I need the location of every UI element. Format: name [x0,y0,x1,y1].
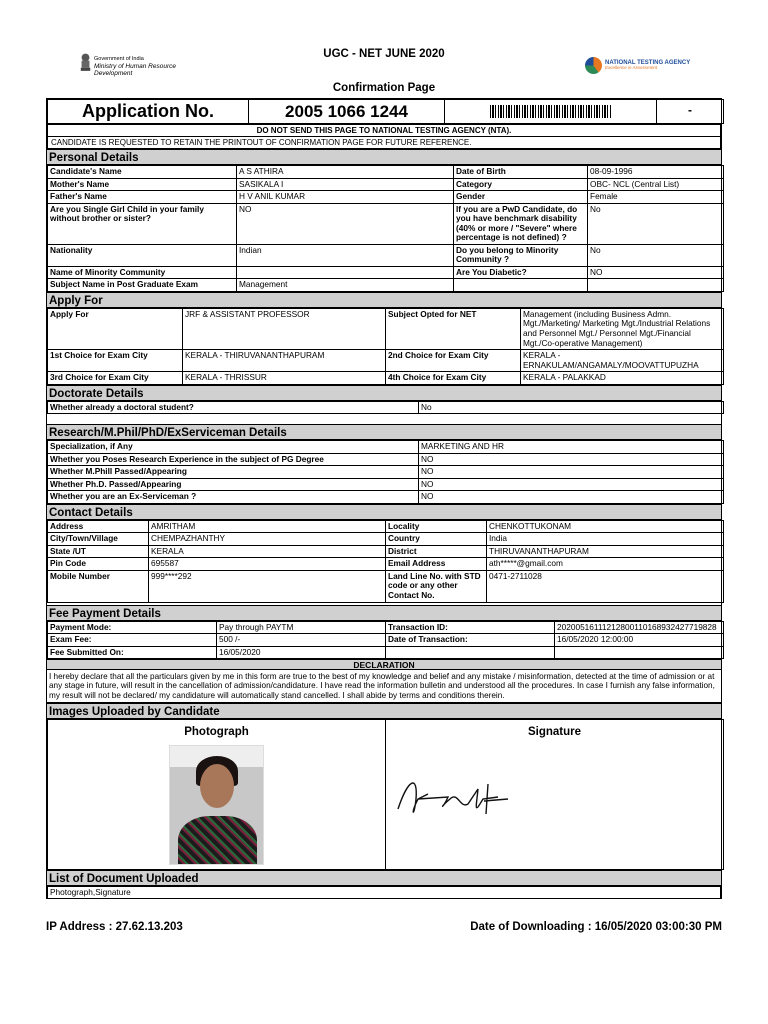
section-personal-details: Personal Details [47,149,721,165]
doctorate-value: No [419,401,724,414]
contact-row-label: Country [386,533,487,546]
section-fee-payment: Fee Payment Details [47,605,721,621]
fee-row-label: Date of Transaction: [386,634,555,647]
application-number: 2005 1066 1244 [249,100,445,124]
research-row-value: NO [419,478,724,491]
personal-row-value: No [588,244,724,266]
pg-subject-label: Subject Name in Post Graduate Exam [48,279,237,292]
confirmation-sheet [46,98,722,899]
personal-row-label: Are You Diabetic? [454,266,588,279]
section-research-details: Research/M.Phil/PhD/ExServiceman Details [47,424,721,440]
contact-row-label: Locality [386,520,487,533]
personal-details-table [47,165,724,292]
page-title: Confirmation Page [332,82,436,94]
research-row-label: Whether M.Phill Passed/Appearing [48,466,419,479]
fee-row-value: 500 /- [217,634,386,647]
personal-row-label: Father's Name [48,191,237,204]
fee-row-value: Pay through PAYTM [217,621,386,634]
contact-row [48,570,724,602]
contact-row-value: KERALA [149,545,386,558]
research-row-label: Specialization, if Any [48,441,419,454]
research-row [48,466,724,479]
contact-row-label: Email Address [386,558,487,571]
contact-row-value: ath*****@gmail.com [487,558,724,571]
personal-row-value [237,266,454,279]
personal-row-label: Date of Birth [454,166,588,179]
personal-row-value: OBC- NCL (Central List) [588,178,724,191]
footer [46,921,722,934]
documents-table [47,886,721,900]
personal-row [48,166,724,179]
fee-table [47,621,724,660]
personal-row-label: If you are a PwD Candidate, do you have benchmark disability (40% or more / "Severe" where percentage is not defined) ? [454,203,588,244]
research-row-label: Whether you Poses Research Experience in the subject of PG Degree [48,453,419,466]
personal-row-value: NO [588,266,724,279]
research-row-label: Whether you are an Ex-Serviceman ? [48,491,419,504]
section-apply-for: Apply For [47,292,721,308]
declaration-heading: DECLARATION [47,659,721,670]
fee-submitted-label: Fee Submitted On: [48,646,217,659]
fee-row [48,634,724,647]
exam-title: UGC - NET JUNE 2020 [323,48,445,60]
apply-row-label: 1st Choice for Exam City [48,350,183,372]
barcode-cell [445,100,657,124]
apply-row-value: JRF & ASSISTANT PROFESSOR [183,308,386,349]
gov-of-india-text: Government of India [94,56,144,62]
nta-tagline: Excellence in Assessment [605,65,658,71]
photo-cell [48,719,386,869]
apply-row-value: KERALA - THIRUVANANTHAPURAM [183,350,386,372]
doctorate-label: Whether already a doctoral student? [48,401,419,414]
barcode-icon [490,105,612,118]
declaration-text: I hereby declare that all the particulars given by me in this form are true to the best of my knowledge and belief and any mistake / misinformation, detected at the time of admission or at any stage in future, will result in the cancellation of admission/candidature. I have read the information bulletin and understood all the procedures. In case I furnish any false information, my result will not be declared/ my candidature will automatically stand cancelled. I shall abide by terms and conditions therein. [47,670,721,703]
section-doctorate-details: Doctorate Details [47,385,721,401]
fee-row-label: Exam Fee: [48,634,217,647]
personal-row [48,266,724,279]
ministry-name: Ministry of Human Resource Development [94,62,176,78]
contact-row-value: CHENKOTTUKONAM [487,520,724,533]
candidate-photo [169,745,264,865]
apply-row-label: 4th Choice for Exam City [386,372,521,385]
section-documents-uploaded: List of Document Uploaded [47,870,721,886]
apply-for-table [47,308,724,385]
personal-row [48,191,724,204]
apply-row-label: Subject Opted for NET [386,308,521,349]
contact-row-value: AMRITHAM [149,520,386,533]
apply-row-value: KERALA - PALAKKAD [521,372,724,385]
personal-row-value: NO [237,203,454,244]
contact-row-value: 0471-2711028 [487,570,724,602]
section-images-uploaded: Images Uploaded by Candidate [47,703,721,719]
personal-row-value: Female [588,191,724,204]
contact-table [47,520,724,603]
nta-name: NATIONAL TESTING AGENCY [605,59,691,66]
pg-subject-value: Management [237,279,454,292]
research-row [48,491,724,504]
personal-row-value: SASIKALA I [237,178,454,191]
personal-row-label: Category [454,178,588,191]
contact-row [48,533,724,546]
ip-address: IP Address : 27.62.13.203 [46,921,183,933]
contact-row-value: 999****292 [149,570,386,602]
personal-row-label: Candidate's Name [48,166,237,179]
personal-row-value: No [588,203,724,244]
personal-row [48,178,724,191]
download-date: Date of Downloading : 16/05/2020 03:00:30 PM [470,921,722,933]
apply-row-label: 3rd Choice for Exam City [48,372,183,385]
application-label: Application No. [48,100,249,124]
notice-table [47,124,721,149]
personal-row-label: Gender [454,191,588,204]
apply-row-value: Management (including Business Admn. Mgt./Marketing/ Marketing Mgt./Industrial Relations and Personnel Mgt./ Personnel Mgt./Financial Mgt./Co-operative Management) [521,308,724,349]
personal-row-label: Name of Minority Community [48,266,237,279]
personal-row [48,203,724,244]
signature-label: Signature [527,725,582,738]
research-row-value: NO [419,466,724,479]
contact-row-label: Address [48,520,149,533]
research-row-label: Whether Ph.D. Passed/Appearing [48,478,419,491]
documents-value: Photograph,Signature [48,886,721,899]
contact-row-label: Pin Code [48,558,149,571]
personal-row-label: Mother's Name [48,178,237,191]
fee-row-value: 20200516111212800110168932427719828 [555,621,724,634]
section-contact-details: Contact Details [47,504,721,520]
personal-row-value: A S ATHIRA [237,166,454,179]
apply-row [48,350,724,372]
contact-row-value: CHEMPAZHANTHY [149,533,386,546]
research-row [48,453,724,466]
fee-row-label: Transaction ID: [386,621,555,634]
personal-row [48,244,724,266]
contact-row-value: India [487,533,724,546]
apply-row-label: 2nd Choice for Exam City [386,350,521,372]
research-row [48,441,724,454]
personal-row-value: 08-09-1996 [588,166,724,179]
fee-row [48,621,724,634]
contact-row-label: Land Line No. with STD code or any other Contact No. [386,570,487,602]
apply-row [48,308,724,349]
doctorate-table [47,401,724,415]
apply-row [48,372,724,385]
notice-line-2: CANDIDATE IS REQUESTED TO RETAIN THE PRINTOUT OF CONFIRMATION PAGE FOR FUTURE REFERENCE. [48,136,721,148]
personal-row-value: Indian [237,244,454,266]
apply-row-value: KERALA - THRISSUR [183,372,386,385]
nta-logo [585,57,690,74]
apply-row-label: Apply For [48,308,183,349]
research-table [47,440,724,504]
application-suffix: - [657,100,724,124]
contact-row-label: City/Town/Village [48,533,149,546]
application-number-row [47,99,724,124]
research-row-value: NO [419,453,724,466]
contact-row-label: District [386,545,487,558]
contact-row-value: 695587 [149,558,386,571]
fee-row-label: Payment Mode: [48,621,217,634]
personal-row-label: Are you Single Girl Child in your family without brother or sister? [48,203,237,244]
contact-row-value: THIRUVANANTHAPURAM [487,545,724,558]
signature-cell [386,719,724,869]
images-table [47,719,724,870]
fee-submitted-value: 16/05/2020 [217,646,386,659]
personal-row-label: Do you belong to Minority Community ? [454,244,588,266]
personal-row-label: Nationality [48,244,237,266]
personal-row-value: H V ANIL KUMAR [237,191,454,204]
apply-row-value: KERALA - ERNAKULAM/ANGAMALY/MOOVATTUPUZHA [521,350,724,372]
photograph-label: Photograph [184,725,249,738]
nta-emblem-icon [585,57,602,74]
contact-row [48,558,724,571]
contact-row-label: Mobile Number [48,570,149,602]
research-row-value: MARKETING AND HR [419,441,724,454]
contact-row [48,545,724,558]
notice-line-1: DO NOT SEND THIS PAGE TO NATIONAL TESTING AGENCY (NTA). [48,124,721,136]
contact-row [48,520,724,533]
fee-row-value: 16/05/2020 12:00:00 [555,634,724,647]
research-row [48,478,724,491]
contact-row-label: State /UT [48,545,149,558]
signature-image [388,769,518,829]
research-row-value: NO [419,491,724,504]
